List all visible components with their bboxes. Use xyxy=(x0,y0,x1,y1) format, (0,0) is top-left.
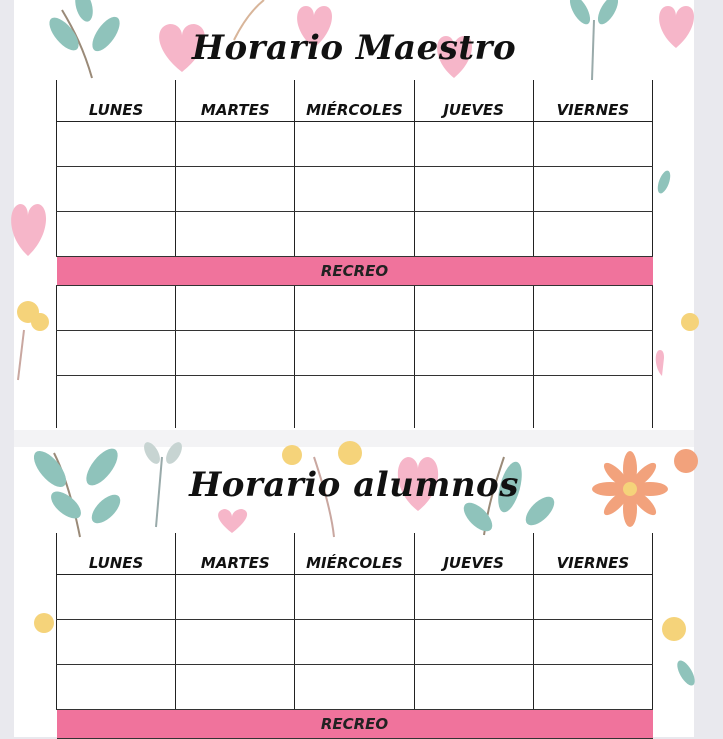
schedule-cell[interactable] xyxy=(57,167,176,212)
schedule-cell[interactable] xyxy=(176,286,295,331)
schedule-cell[interactable] xyxy=(533,167,652,212)
heart-icon xyxy=(11,204,46,256)
day-header-tue: MARTES xyxy=(176,533,295,575)
day-header-mon: LUNES xyxy=(57,533,176,575)
schedule-cell[interactable] xyxy=(176,575,295,620)
student-schedule-sheet xyxy=(14,447,694,737)
schedule-document xyxy=(14,0,694,733)
schedule-cell[interactable] xyxy=(176,212,295,257)
break-label: RECREO xyxy=(57,710,653,739)
break-label: RECREO xyxy=(57,257,653,286)
break-row xyxy=(57,710,653,739)
schedule-cell[interactable] xyxy=(295,286,414,331)
header-row xyxy=(57,80,653,122)
break-row xyxy=(57,257,653,286)
schedule-cell[interactable] xyxy=(414,575,533,620)
day-header-fri: VIERNES xyxy=(533,80,652,122)
schedule-cell[interactable] xyxy=(533,212,652,257)
heart-icon xyxy=(656,350,664,376)
table-row xyxy=(57,376,653,429)
schedule-cell[interactable] xyxy=(295,575,414,620)
schedule-cell[interactable] xyxy=(414,620,533,665)
table-row xyxy=(57,122,653,167)
schedule-cell[interactable] xyxy=(414,286,533,331)
schedule-cell[interactable] xyxy=(295,620,414,665)
schedule-cell[interactable] xyxy=(176,331,295,376)
teacher-schedule-sheet xyxy=(14,0,694,430)
schedule-cell[interactable] xyxy=(295,212,414,257)
student-schedule-table xyxy=(56,533,653,739)
schedule-cell[interactable] xyxy=(176,167,295,212)
table-row xyxy=(57,212,653,257)
schedule-cell[interactable] xyxy=(295,167,414,212)
schedule-cell[interactable] xyxy=(57,620,176,665)
schedule-cell[interactable] xyxy=(533,665,652,710)
day-header-wed: MIÉRCOLES xyxy=(295,80,414,122)
day-header-thu: JUEVES xyxy=(414,533,533,575)
schedule-cell[interactable] xyxy=(414,167,533,212)
day-header-tue: MARTES xyxy=(176,80,295,122)
table-row xyxy=(57,286,653,331)
schedule-cell[interactable] xyxy=(176,665,295,710)
table-row xyxy=(57,620,653,665)
schedule-cell[interactable] xyxy=(533,122,652,167)
schedule-cell[interactable] xyxy=(295,331,414,376)
schedule-cell[interactable] xyxy=(533,286,652,331)
schedule-cell[interactable] xyxy=(295,122,414,167)
leaf-icon xyxy=(655,169,673,195)
day-header-fri: VIERNES xyxy=(533,533,652,575)
teacher-schedule-title: Horario Maestro xyxy=(191,28,517,68)
schedule-cell[interactable] xyxy=(414,376,533,429)
heart-icon xyxy=(218,509,247,533)
schedule-cell[interactable] xyxy=(414,212,533,257)
yellow-flower-icon xyxy=(681,313,699,331)
day-header-thu: JUEVES xyxy=(414,80,533,122)
schedule-cell[interactable] xyxy=(414,122,533,167)
schedule-cell[interactable] xyxy=(57,122,176,167)
teacher-schedule-table xyxy=(56,80,653,428)
header-row xyxy=(57,533,653,575)
schedule-cell[interactable] xyxy=(57,376,176,429)
schedule-cell[interactable] xyxy=(176,620,295,665)
day-header-wed: MIÉRCOLES xyxy=(295,533,414,575)
schedule-cell[interactable] xyxy=(414,331,533,376)
schedule-cell[interactable] xyxy=(533,331,652,376)
table-row xyxy=(57,575,653,620)
schedule-cell[interactable] xyxy=(533,620,652,665)
table-row xyxy=(57,167,653,212)
schedule-cell[interactable] xyxy=(533,575,652,620)
schedule-cell[interactable] xyxy=(414,665,533,710)
schedule-cell[interactable] xyxy=(57,575,176,620)
student-schedule-title: Horario alumnos xyxy=(189,465,519,505)
schedule-cell[interactable] xyxy=(57,331,176,376)
schedule-cell[interactable] xyxy=(176,122,295,167)
schedule-cell[interactable] xyxy=(295,376,414,429)
schedule-cell[interactable] xyxy=(295,665,414,710)
schedule-cell[interactable] xyxy=(176,376,295,429)
table-row xyxy=(57,665,653,710)
schedule-cell[interactable] xyxy=(533,376,652,429)
schedule-cell[interactable] xyxy=(57,665,176,710)
schedule-cell[interactable] xyxy=(57,286,176,331)
yellow-flower-icon xyxy=(17,301,49,380)
schedule-cell[interactable] xyxy=(57,212,176,257)
table-row xyxy=(57,331,653,376)
day-header-mon: LUNES xyxy=(57,80,176,122)
